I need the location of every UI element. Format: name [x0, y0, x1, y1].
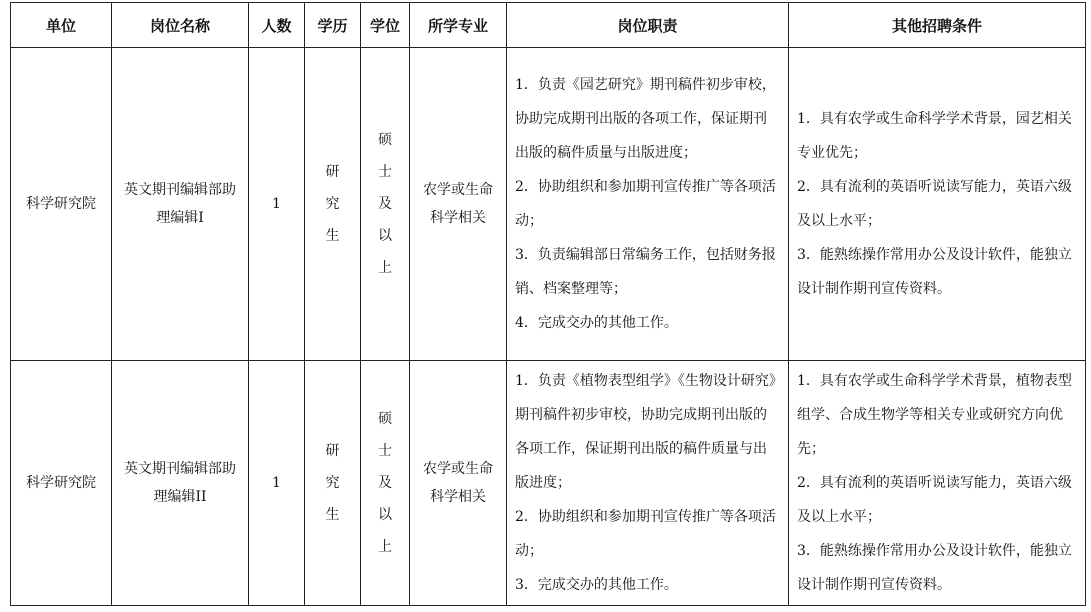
duty-item: 2．协助组织和参加期刊宣传推广等各项活动；: [515, 509, 776, 559]
duty-item: 1．负责《园艺研究》期刊稿件初步审校，协助完成期刊出版的各项工作，保证期刊出版的稿件质量与出版进度；: [515, 77, 776, 161]
cell-requirements: [789, 361, 1086, 606]
requirement-item: 1．具有农学或生命科学学术背景，园艺相关专业优先；: [797, 111, 1072, 161]
requirement-item: 3．能熟练操作常用办公及设计软件，能独立设计制作期刊宣传资料。: [797, 543, 1072, 593]
cell-duties: [507, 48, 789, 361]
recruitment-table: [10, 2, 1086, 606]
header-major: 所学专业: [410, 3, 507, 48]
cell-count: 1: [249, 48, 305, 361]
table-row: [11, 48, 1086, 361]
cell-unit: 科学研究院: [11, 48, 112, 361]
cell-degree: 硕士及以上: [361, 361, 410, 606]
header-requirements: 其他招聘条件: [789, 3, 1086, 48]
cell-duties: [507, 361, 789, 606]
cell-requirements: [789, 48, 1086, 361]
cell-count: 1: [249, 361, 305, 606]
header-count: 人数: [249, 3, 305, 48]
cell-position: 英文期刊编辑部助理编辑II: [112, 361, 249, 606]
header-degree: 学位: [361, 3, 410, 48]
requirement-item: 2．具有流利的英语听说读写能力，英语六级及以上水平；: [797, 475, 1072, 525]
requirement-item: 1．具有农学或生命科学学术背景，植物表型组学、合成生物学等相关专业或研究方向优先；: [797, 373, 1072, 457]
duty-item: 2．协助组织和参加期刊宣传推广等各项活动；: [515, 179, 776, 229]
duty-item: 3．负责编辑部日常编务工作，包括财务报销、档案整理等；: [515, 247, 776, 297]
cell-unit: 科学研究院: [11, 361, 112, 606]
requirement-item: 3．能熟练操作常用办公及设计软件，能独立设计制作期刊宣传资料。: [797, 247, 1072, 297]
cell-major: 农学或生命科学相关: [410, 361, 507, 606]
duty-item: 4．完成交办的其他工作。: [515, 315, 678, 331]
header-position: 岗位名称: [112, 3, 249, 48]
cell-major: 农学或生命科学相关: [410, 48, 507, 361]
header-unit: 单位: [11, 3, 112, 48]
header-duties: 岗位职责: [507, 3, 789, 48]
duty-item: 1．负责《植物表型组学》《生物设计研究》期刊稿件初步审校，协助完成期刊出版的各项工作，保证期刊出版的稿件质量与出版进度；: [515, 373, 776, 491]
cell-position: 英文期刊编辑部助理编辑I: [112, 48, 249, 361]
cell-education: 研究生: [305, 361, 361, 606]
header-education: 学历: [305, 3, 361, 48]
cell-education: 研究生: [305, 48, 361, 361]
recruitment-table-container: [10, 2, 1086, 606]
header-row: [11, 3, 1086, 48]
table-row: [11, 361, 1086, 606]
duty-item: 3．完成交办的其他工作。: [515, 577, 678, 593]
requirement-item: 2．具有流利的英语听说读写能力，英语六级及以上水平；: [797, 179, 1072, 229]
cell-degree: 硕士及以上: [361, 48, 410, 361]
